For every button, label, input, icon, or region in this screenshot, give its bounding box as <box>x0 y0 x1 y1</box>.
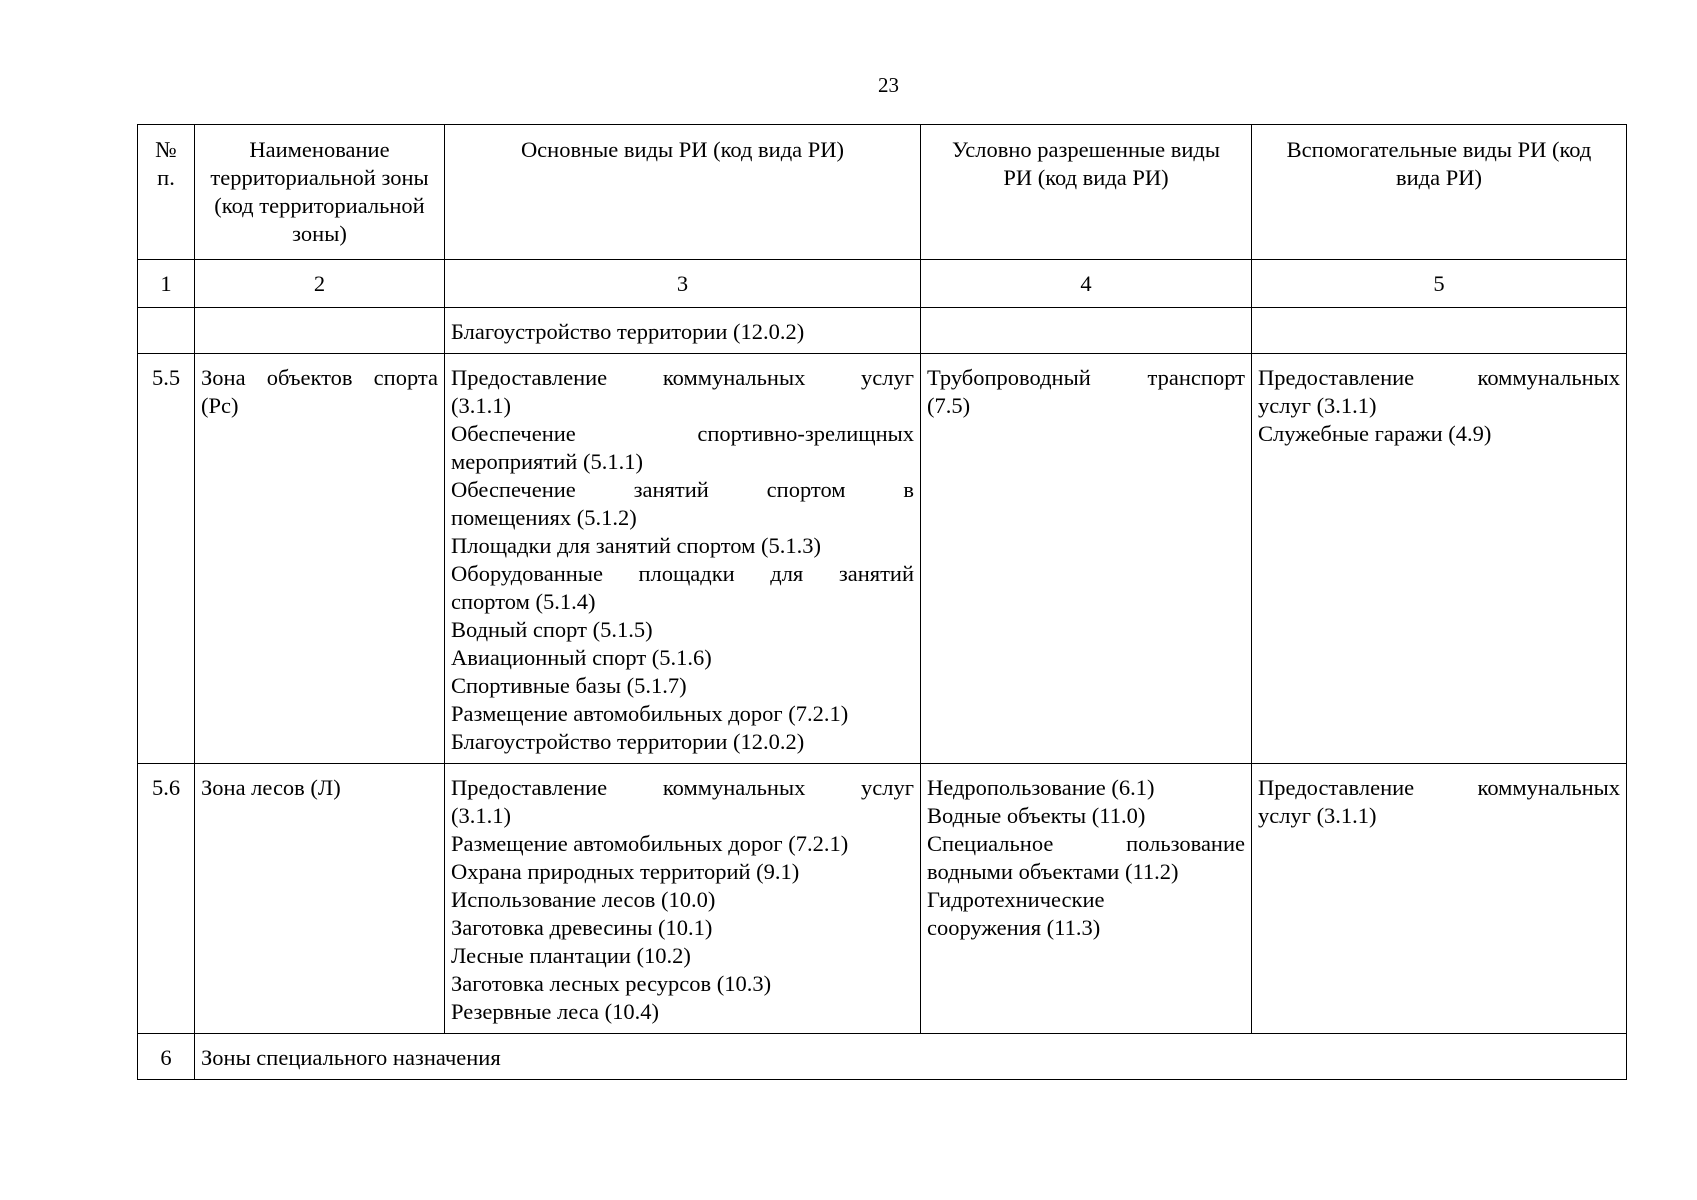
column-number: 4 <box>921 260 1252 308</box>
row-number: 6 <box>138 1034 195 1080</box>
empty-cell <box>1252 308 1627 354</box>
zone-name-cell: Зона лесов (Л) <box>195 764 445 1034</box>
table-row-zone-6 <box>138 1034 1627 1080</box>
header-main-types: Основные виды РИ (код вида РИ) <box>445 125 921 260</box>
territorial-zones-table <box>137 124 1627 1080</box>
column-number-row <box>138 260 1627 308</box>
table-row-zone-5-6 <box>138 764 1627 1034</box>
header-auxiliary-types: Вспомогательные виды РИ (код вида РИ) <box>1252 125 1627 260</box>
main-types-cell: Благоустройство территории (12.0.2) <box>445 308 921 354</box>
row-number: 5.6 <box>138 764 195 1034</box>
zone-group-title: Зоны специального назначения <box>195 1034 1627 1080</box>
auxiliary-types-cell: Предоставление коммунальных услуг (3.1.1) <box>1252 764 1627 1034</box>
zone-name-cell: Зона объектов спорта (Рс) <box>195 354 445 764</box>
main-types-cell: Предоставление коммунальных услуг (3.1.1) Размещение автомобильных дорог (7.2.1) Охрана природных территорий (9.1) Использование лесов (10.0) Заготовка древесины (10.1) Лесные плантации (10.2) Заготовка лесных ресурсов (10.3) Резервные леса (10.4) <box>445 764 921 1034</box>
header-number: № п. <box>138 125 195 260</box>
main-types-cell: Предоставление коммунальных услуг (3.1.1) Обеспечение спортивно-зрелищных мероприятий (5.1.1) Обеспечение занятий спортом в помещениях (5.1.2) Площадки для занятий спортом (5.1.3) Оборудованные площадки для занятий спортом (5.1.4) Водный спорт (5.1.5) Авиационный спорт (5.1.6) Спортивные базы (5.1.7) Размещение автомобильных дорог (7.2.1) Благоустройство территории (12.0.2) <box>445 354 921 764</box>
empty-cell <box>195 308 445 354</box>
column-number: 3 <box>445 260 921 308</box>
table-header-row <box>138 125 1627 260</box>
page-number: 23 <box>878 73 899 97</box>
table-row-zone-5-5 <box>138 354 1627 764</box>
auxiliary-types-cell: Предоставление коммунальных услуг (3.1.1) Служебные гаражи (4.9) <box>1252 354 1627 764</box>
empty-cell <box>921 308 1252 354</box>
column-number: 5 <box>1252 260 1627 308</box>
empty-cell <box>138 308 195 354</box>
row-number: 5.5 <box>138 354 195 764</box>
conditional-types-cell: Трубопроводный транспорт (7.5) <box>921 354 1252 764</box>
table-row-continuation <box>138 308 1627 354</box>
column-number: 2 <box>195 260 445 308</box>
header-zone-name: Наименование территориальной зоны (код территориальной зоны) <box>195 125 445 260</box>
column-number: 1 <box>138 260 195 308</box>
header-conditional-types: Условно разрешенные виды РИ (код вида РИ) <box>921 125 1252 260</box>
conditional-types-cell: Недропользование (6.1) Водные объекты (11.0) Специальное пользование водными объектами (11.2) Гидротехнические сооружения (11.3) <box>921 764 1252 1034</box>
